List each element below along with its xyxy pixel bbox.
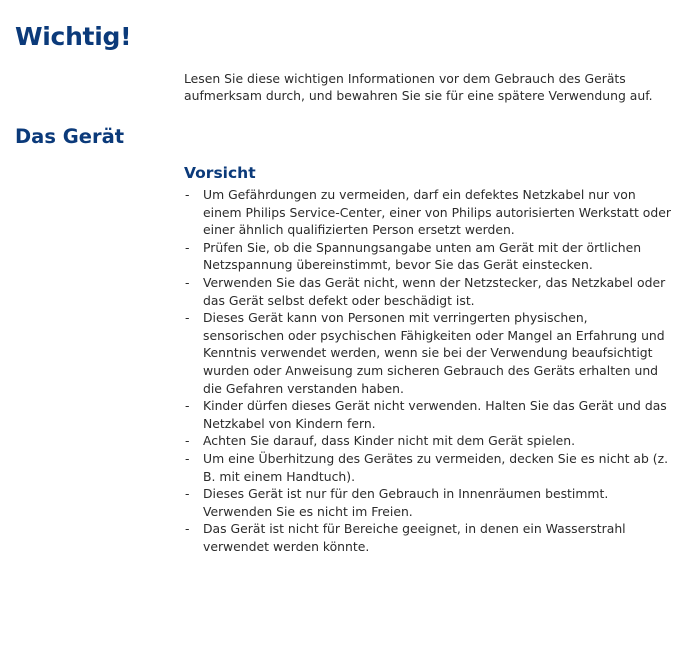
list-item	[184, 450, 672, 485]
bullet-dash: -	[185, 398, 190, 414]
section-title: Das Gerät	[15, 125, 125, 148]
page-title: Wichtig!	[15, 22, 132, 51]
list-item-text: Dieses Gerät ist nur für den Gebrauch in Innenräumen bestimmt. Verwenden Sie es nicht im Freien.	[203, 486, 609, 519]
list-item	[184, 397, 672, 432]
bullet-dash: -	[185, 450, 190, 466]
bullet-dash: -	[185, 433, 190, 449]
caution-list	[184, 186, 672, 555]
list-item-text: Um eine Überhitzung des Gerätes zu vermeiden, decken Sie es nicht ab (z. B. mit einem Handtuch).	[203, 450, 669, 484]
list-item-text: Kinder dürfen dieses Gerät nicht verwenden. Halten Sie das Gerät und das Netzkabel von Kindern fern.	[203, 398, 667, 431]
list-item	[184, 485, 672, 520]
bullet-dash: -	[185, 239, 190, 255]
list-item	[184, 186, 672, 239]
bullet-dash: -	[185, 521, 190, 537]
bullet-dash: -	[185, 486, 190, 502]
intro-paragraph: Lesen Sie diese wichtigen Informationen vor dem Gebrauch des Geräts aufmerksam durch, und bewahren Sie sie für eine spätere Verwendung auf.	[184, 71, 653, 103]
bullet-dash: -	[185, 274, 190, 290]
list-item-text: Verwenden Sie das Gerät nicht, wenn der Netzstecker, das Netzkabel oder das Gerät selbst defekt oder beschädigt ist.	[203, 274, 666, 308]
list-item-text: Um Gefährdungen zu vermeiden, darf ein defektes Netzkabel nur von einem Philips Service-Center, einer von Philips autorisierten Werkstatt oder einer ähnlich qualifizierten Person ersetzt werden.	[203, 187, 671, 238]
list-item	[184, 309, 672, 397]
subsection-title: Vorsicht	[184, 164, 256, 182]
list-item	[184, 274, 672, 309]
list-item-text: Das Gerät ist nicht für Bereiche geeignet, in denen ein Wasserstrahl verwendet werden könnte.	[203, 521, 626, 554]
list-item-text: Prüfen Sie, ob die Spannungsangabe unten am Gerät mit der örtlichen Netzspannung übereinstimmt, bevor Sie das Gerät einstecken.	[203, 239, 642, 273]
bullet-dash: -	[185, 187, 190, 202]
list-item	[184, 432, 672, 450]
list-item	[184, 520, 672, 555]
list-item-text: Dieses Gerät kann von Personen mit verringerten physischen, sensorischen oder psychischen Fähigkeiten oder Mangel an Erfahrung und Kenntnis verwendet werden, wenn sie bei der Verwendung beaufsichtigt wurden oder Anweisung zum sicheren Gebrauch des Geräts erhalten und die Gefahren verstanden haben.	[203, 310, 665, 396]
list-item-text: Achten Sie darauf, dass Kinder nicht mit dem Gerät spielen.	[203, 433, 576, 449]
bullet-dash: -	[185, 310, 190, 326]
list-item	[184, 239, 672, 274]
